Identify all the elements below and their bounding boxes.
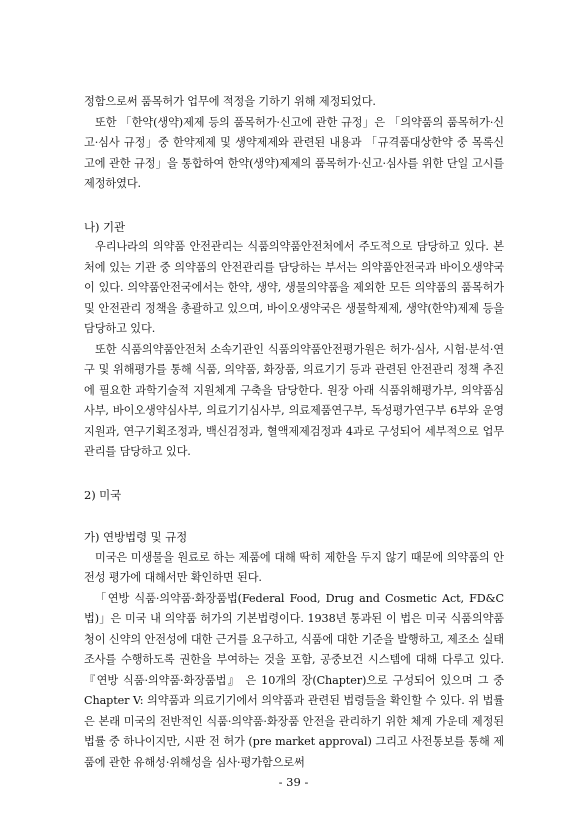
document-page: [84, 92, 504, 773]
section-heading-federal-law: 가) 연방법령 및 규정: [84, 530, 188, 544]
section-heading-usa: 2) 미국: [84, 487, 122, 502]
paragraph-agency-1: 우리나라의 의약품 안전관리는 식품의약품안전처에서 주도적으로 담당하고 있다. 본처에 있는 기관 중 의약품의 안전관리를 담당하는 부서는 의약품안전국과 바이오생약국이 있다. 의약품안전국에서는 한약, 생약, 생물의약품을 제외한 모든 의약품의 품목허가 및 안전관리 정책을 총괄하고 있으며, 바이오생약국은 생물학제제, 생약(한약)제제 등을 담당하고 있다.: [84, 240, 504, 335]
paragraph-continuation: 정함으로써 품목허가 업무에 적정을 기하기 위해 제정되었다.: [84, 95, 376, 108]
paragraph-agency-2: 또한 식품의약품안전처 소속기관인 식품의약품안전평가원은 허가·심사, 시험·분석·연구 및 위해평가를 통해 식품, 의약품, 화장품, 의료기기 등과 관련된 안전관리 정책 추진에 필요한 과학기술적 지원체계 구축을 담당한다. 원장 아래 식품위해평가부, 의약품심사부, 바이오생약심사부, 의료기기심사부, 의료제품연구부, 독성평가연구부 6부와 운영지원과, 연구기획조정과, 백신검정과, 혈액제제검정과 4과로 구성되어 세부적으로 업무관리를 담당하고 있다.: [84, 342, 504, 458]
page-number: - 39 -: [278, 775, 309, 789]
section-heading-agency: 나) 기관: [84, 219, 125, 234]
paragraph-federal-2: 「연방 식품·의약품·화장품법(Federal Food, Drug and Cosmetic Act, FD&C법)」은 미국 내 의약품 허가의 기본법령이다. 1938년 통과된 이 법은 미국 식품의약품청이 신약의 안전성에 대한 근거를 요구하고, 식품에 대한 기준을 발행하고, 제조소 실태조사를 수행하도록 권한을 부여하는 것을 포함, 공중보건 시스템에 대해 다루고 있다. 『연방 식품·의약품·화장품법』 은 10개의 장(Chapter)으로 구성되어 있으며 그 중 Chapter V: 의약품과 의료기기에서 의약품과 관련된 법령들을 확인할 수 있다. 위 법률은 본래 미국의 전반적인 식품·의약품·화장품 안전을 관리하기 위한 체계 가운데 제정된 법률 중 하나이지만, 시판 전 허가 (pre market approval) 그리고 사전통보를 통해 제품에 관한 유해성·위해성을 심사·평가함으로써: [84, 591, 504, 769]
paragraph-federal-1: 미국은 미생물을 원료로 하는 제품에 대해 딱히 제한을 두지 않기 때문에 의약품의 안전성 평가에 대해서만 확인하면 된다.: [84, 550, 504, 584]
paragraph-herbal-regulation: 또한 「한약(생약)제제 등의 품목허가·신고에 관한 규정」은 「의약품의 품목허가·신고·심사 규정」중 한약제제 및 생약제제와 관련된 내용과 「규격품대상한약 중 목록신고에 관한 규정」을 통합하여 한약(생약)제제의 품목허가·신고·심사를 위한 단일 고시를 제정하였다.: [84, 115, 504, 190]
